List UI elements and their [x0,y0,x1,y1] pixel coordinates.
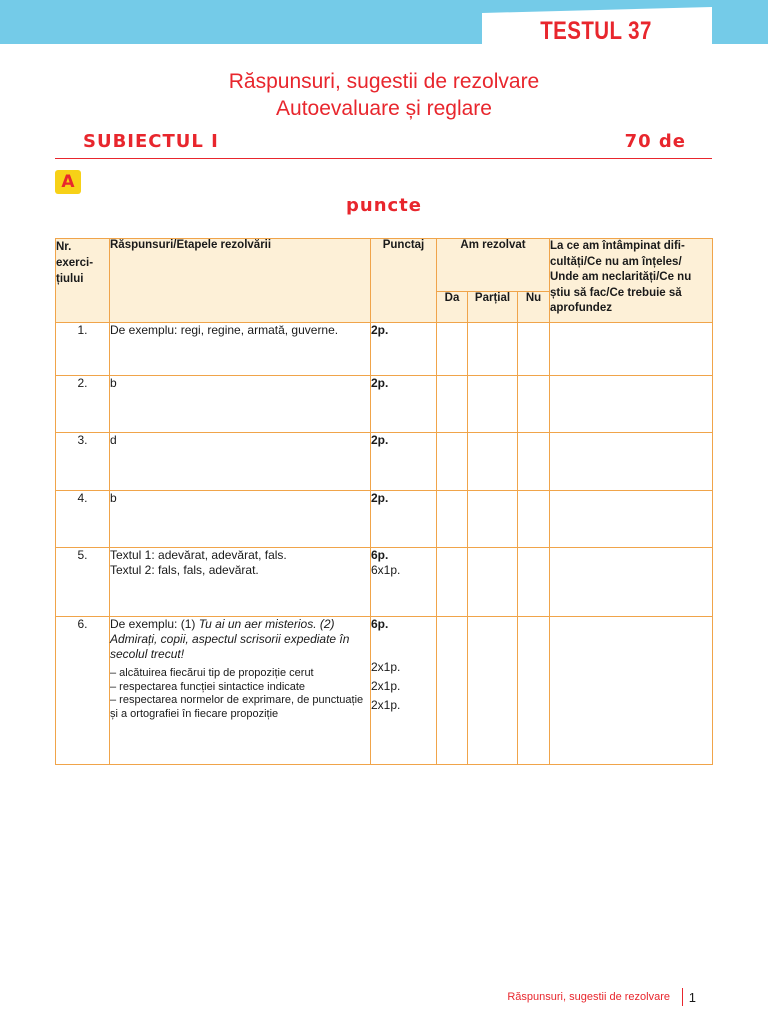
page-number: 1 [688,990,696,1005]
header-da: Da [437,292,468,323]
row-number: 2. [56,376,110,433]
row-answer: d [110,433,371,491]
criteria-list [110,667,370,721]
check-partial-cell[interactable] [468,617,518,765]
answer-table [55,238,713,765]
row-answer: De exemplu: regi, regine, armată, guverne. [110,323,371,376]
points-detail: 6x1p. [371,563,401,577]
subject-title: SUBIECTUL I [83,131,219,152]
check-partial-cell[interactable] [468,376,518,433]
row-answer [110,548,371,617]
footer-divider [682,988,683,1006]
test-label: TESTUL 37 [540,17,652,45]
difficulties-cell[interactable] [550,491,713,548]
subject-points: 70 de [624,131,686,152]
subject-heading [83,131,686,155]
check-nu-cell[interactable] [518,433,550,491]
criteria-item: – respectarea funcției sintactice indicate [110,680,306,693]
answer-italic: Tu ai un aer misterios. (2) Admirați, copii, aspectul scrisorii expediate în secolul trecut! [110,617,350,661]
row-answer: b [110,376,371,433]
section-badge: A [55,170,81,194]
row-number: 4. [56,491,110,548]
check-nu-cell[interactable] [518,376,550,433]
answer-prefix: De exemplu: (1) [110,617,199,631]
points-breakdown-item: 2x1p. [371,698,401,712]
check-da-cell[interactable] [437,491,468,548]
footer [440,988,712,1008]
check-partial-cell[interactable] [468,548,518,617]
row-points [371,548,437,617]
check-da-cell[interactable] [437,433,468,491]
header-partial: Parțial [468,292,518,323]
table-row [56,491,713,548]
subject-divider [55,158,712,159]
table-row [56,323,713,376]
row-points: 2p. [371,323,437,376]
row-points: 2p. [371,491,437,548]
check-da-cell[interactable] [437,376,468,433]
points-total: 6p. [371,617,389,631]
row-points: 2p. [371,433,437,491]
header-answers: Răspunsuri/Etapele rezolvării [110,239,371,323]
page-subtitle: Autoevaluare și reglare [276,97,492,120]
criteria-item: – respectarea normelor de exprimare, de punctuație și a ortografiei în fiecare propoziție [110,694,364,720]
row-number: 6. [56,617,110,765]
difficulties-cell[interactable] [550,433,713,491]
subject-points-word: puncte [346,195,422,216]
check-partial-cell[interactable] [468,491,518,548]
page-title: Răspunsuri, sugestii de rezolvare [228,70,540,93]
difficulties-cell[interactable] [550,323,713,376]
row-answer [110,617,371,765]
answer-line-2: Textul 2: fals, fals, adevărat. [110,563,259,577]
table-row [56,617,713,765]
check-nu-cell[interactable] [518,491,550,548]
answer-line-1: Textul 1: adevărat, adevărat, fals. [110,548,287,562]
criteria-item: – alcătuirea fiecărui tip de propoziție cerut [110,667,314,679]
check-partial-cell[interactable] [468,323,518,376]
check-nu-cell[interactable] [518,617,550,765]
check-nu-cell[interactable] [518,548,550,617]
row-points: 2p. [371,376,437,433]
check-da-cell[interactable] [437,548,468,617]
header-difficulties: La ce am întâmpinat difi-cultăți/Ce nu am înțeles/ Unde am neclarități/Ce nu știu să fac/Ce trebuie să aprofundez [550,239,713,323]
row-number: 1. [56,323,110,376]
check-da-cell[interactable] [437,617,468,765]
points-total: 6p. [371,548,389,562]
check-partial-cell[interactable] [468,433,518,491]
points-breakdown-item: 2x1p. [371,660,401,674]
row-number: 3. [56,433,110,491]
footer-label: Răspunsuri, sugestii de rezolvare [507,991,670,1003]
difficulties-cell[interactable] [550,548,713,617]
table-row [56,433,713,491]
header-nu: Nu [518,292,550,323]
points-breakdown-item: 2x1p. [371,679,401,693]
check-nu-cell[interactable] [518,323,550,376]
difficulties-cell[interactable] [550,376,713,433]
header-am-rezolvat: Am rezolvat [437,239,550,292]
header-nr: Nr. exerci-țiului [56,239,110,323]
difficulties-cell[interactable] [550,617,713,765]
table-row [56,376,713,433]
table-row [56,548,713,617]
row-answer: b [110,491,371,548]
row-points [371,617,437,765]
row-number: 5. [56,548,110,617]
header-points: Punctaj [371,239,437,323]
check-da-cell[interactable] [437,323,468,376]
answer-example [110,617,370,662]
